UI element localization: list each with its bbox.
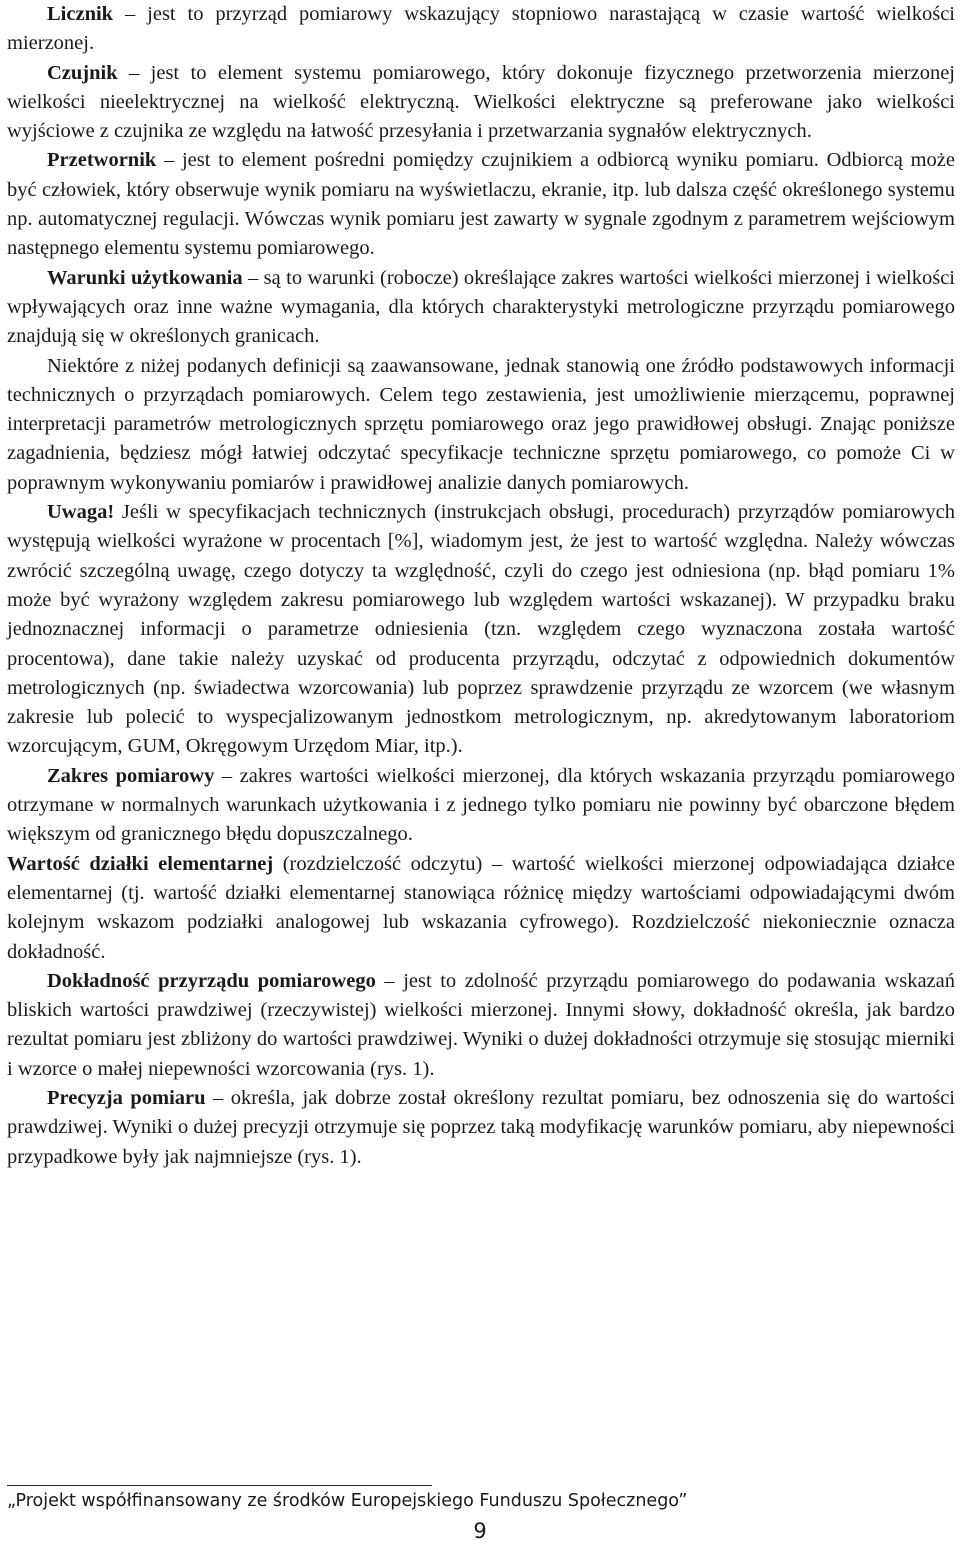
term-label: Licznik	[47, 3, 114, 25]
term-label: Czujnik	[47, 61, 118, 84]
definition-text: – są to warunki (robocze) określające zakres wartości wielkości mierzonej i wielkości wpływających oraz inne ważne wymagania, dla których charakterystyki metrologiczne przyrządu pomiarowego znajdują się w określonych granicach.	[7, 266, 955, 348]
paragraph-warunki-uzytkowania	[7, 264, 955, 352]
paragraph-wartosc-dzialki	[7, 850, 955, 967]
definition-text: – jest to element systemu pomiarowego, który dokonuje fizycznego przetworzenia mierzonej wielkości nieelektrycznej na wielkość elektryczną. Wielkości elektryczne są preferowane jako wielkości wyjściowe z czujnika ze względu na łatwość przesyłania i przetwarzania sygnałów elektrycznych.	[7, 61, 955, 143]
term-label: Zakres pomiarowy	[47, 764, 215, 787]
footer-note: „Projekt współfinansowany ze środków Europejskiego Funduszu Społecznego”	[7, 1491, 688, 1511]
paragraph-licznik	[7, 0, 955, 59]
paragraph-dokladnosc	[7, 967, 955, 1084]
term-label: Przetwornik	[47, 149, 157, 172]
term-label: Wartość działki elementarnej	[7, 852, 274, 875]
definition-text: – określa, jak dobrze został określony rezultat pomiaru, bez odnoszenia się do wartości prawdziwej. Wyniki o dużej precyzji otrzymuje się poprzez taką modyfikację warunków pomiaru, aby niepewności przypadkowe były jak najmniejsze (rys. 1).	[7, 1086, 955, 1168]
term-label: Uwaga!	[47, 501, 115, 524]
paragraph-czujnik	[7, 59, 955, 147]
term-label: Precyzja pomiaru	[47, 1086, 206, 1109]
paragraph-introduction	[7, 352, 955, 498]
page-number: 9	[473, 1519, 487, 1543]
body-text: Niektóre z niżej podanych definicji są zaawansowane, jednak stanowią one źródło podstawowych informacji technicznych o przyrządach pomiarowych. Celem tego zestawienia, jest umożliwienie mierzącemu, poprawnej interpretacji parametrów metrologicznych sprzętu pomiarowego oraz jego prawidłowej obsługi. Znając poniższe zagadnienia, będziesz mógł łatwiej odczytać specyfikacje techniczne sprzętu pomiarowego, co pomoże Ci w poprawnym wykonywaniu pomiarów i prawidłowej analizie danych pomiarowych.	[7, 354, 955, 494]
definition-text: – jest to element pośredni pomiędzy czujnikiem a odbiorcą wyniku pomiaru. Odbiorcą może być człowiek, który obserwuje wynik pomiaru na wyświetlaczu, ekranie, itp. lub dalsza część określonego systemu np. automatycznej regulacji. Wówczas wynik pomiaru jest zawarty w sygnale zgodnym z parametrem wejściowym następnego elementu systemu pomiarowego.	[7, 149, 955, 260]
paragraph-precyzja	[7, 1084, 955, 1172]
paragraph-przetwornik	[7, 146, 955, 263]
paragraph-uwaga	[7, 498, 955, 762]
definition-text: – zakres wartości wielkości mierzonej, dla których wskazania przyrządu pomiarowego otrzymane w normalnych warunkach użytkowania i z jednego tylko pomiaru nie powinny być obarczone błędem większym od granicznego błędu dopuszczalnego.	[7, 764, 955, 846]
document-page	[7, 0, 955, 1172]
paragraph-zakres-pomiarowy	[7, 762, 955, 850]
definition-text: (rozdzielczość odczytu) – wartość wielkości mierzonej odpowiadająca działce elementarnej (tj. wartość działki elementarnej stanowiąca różnicę między wartościami odpowiadającymi dwóm kolejnym wskazom podziałki analogowej lub wskazania cyfrowego). Rozdzielczość niekoniecznie oznacza dokładność.	[7, 852, 955, 963]
footer-divider	[7, 1485, 432, 1486]
definition-text: Jeśli w specyfikacjach technicznych (instrukcjach obsługi, procedurach) przyrządów pomiarowych występują wielkości wyrażone w procentach [%], wiadomym jest, że jest to wartość względna. Należy wówczas zwrócić szczególną uwagę, czego dotyczy ta względność, czyli do czego jest odniesiona (np. błąd pomiaru 1% może być wyrażony względem zakresu pomiarowego lub względem wartości wskazanej). W przypadku braku jednoznacznej informacji o parametrze odniesienia (tzn. względem czego wyznaczona została wartość procentowa), dane takie należy uzyskać od producenta przyrządu, odczytać z odpowiednich dokumentów metrologicznych (np. świadectwa wzorcowania) lub poprzez sprawdzenie przyrządu ze wzorcem (we własnym zakresie lub polecić to wyspecjalizowanym jednostkom metrologicznym, np. akredytowanym laboratoriom wzorcującym, GUM, Okręgowym Urzędom Miar, itp.).	[7, 501, 955, 758]
definition-text: – jest to przyrząd pomiarowy wskazujący stopniowo narastającą w czasie wartość wielkości mierzonej.	[7, 3, 955, 55]
term-label: Warunki użytkowania	[47, 266, 243, 289]
term-label: Dokładność przyrządu pomiarowego	[47, 969, 376, 992]
definition-text: – jest to zdolność przyrządu pomiarowego do podawania wskazań bliskich wartości prawdziwej (rzeczywistej) wielkości mierzonej. Innymi słowy, dokładność określa, jak bardzo rezultat pomiaru jest zbliżony do wartości prawdziwej. Wyniki o dużej dokładności otrzymuje się stosując mierniki i wzorce o małej niepewności wzorcowania (rys. 1).	[7, 969, 955, 1080]
